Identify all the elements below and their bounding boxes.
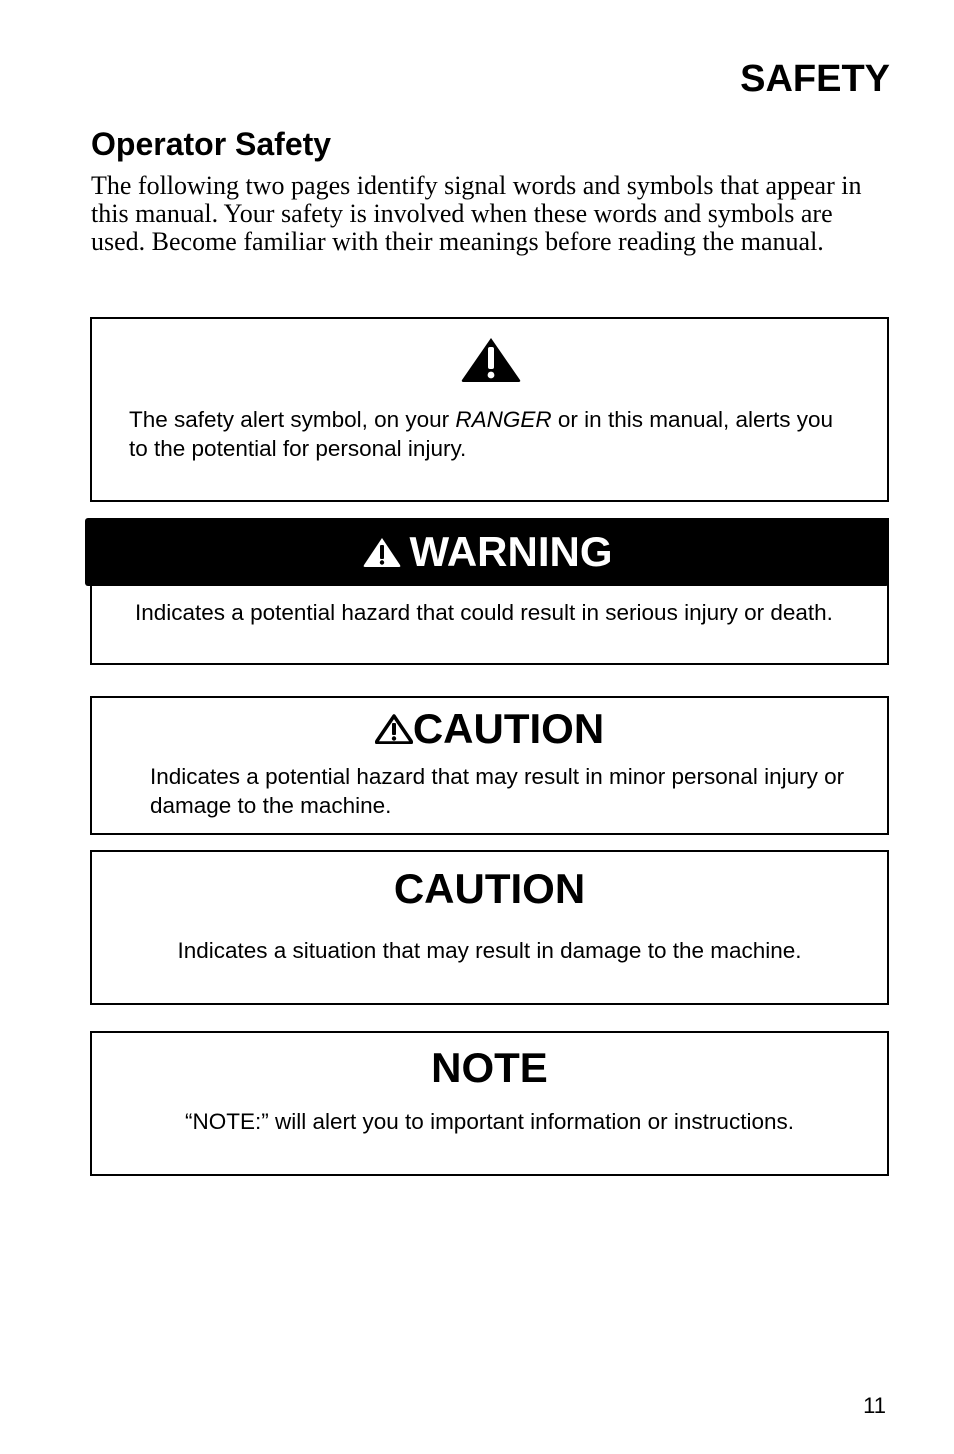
warning-title: WARNING xyxy=(409,528,613,575)
intro-paragraph: The following two pages identify signal words and symbols that appear in this manual. Your safety is involved when these words and symbols are used. Become familiar with their meanings before reading the manual. xyxy=(91,171,862,256)
note-box xyxy=(90,1031,889,1176)
vehicle-name: RANGER xyxy=(455,407,552,432)
caution-box xyxy=(90,850,889,1005)
warning-description: Indicates a potential hazard that could result in serious injury or death. xyxy=(135,600,833,625)
caution-symbol-box xyxy=(90,696,889,835)
alert-text-before: The safety alert symbol, on your xyxy=(129,407,456,432)
warning-banner xyxy=(85,518,889,586)
safety-alert-box xyxy=(90,317,889,502)
note-title: NOTE xyxy=(431,1044,548,1091)
caution-symbol-title: CAUTION xyxy=(412,705,605,752)
caution-symbol-description: Indicates a potential hazard that may result in minor personal injury or damage to the machine. xyxy=(150,764,845,818)
safety-alert-description xyxy=(129,405,849,463)
page-number: 11 xyxy=(863,1393,886,1418)
section-title: SAFETY xyxy=(740,58,890,100)
warning-alert-icon xyxy=(362,536,402,568)
caution-alert-icon xyxy=(375,714,413,744)
caution-symbol-heading xyxy=(92,704,887,754)
note-description: “NOTE:” will alert you to important information or instructions. xyxy=(185,1109,794,1134)
alert-text-after: or in this manual, alerts you to the potential for personal injury. xyxy=(129,407,834,461)
safety-alert-icon xyxy=(459,335,523,383)
caution-title: CAUTION xyxy=(393,865,586,912)
caution-description: Indicates a situation that may result in damage to the machine. xyxy=(177,938,802,963)
page-heading: Operator Safety xyxy=(91,126,332,162)
